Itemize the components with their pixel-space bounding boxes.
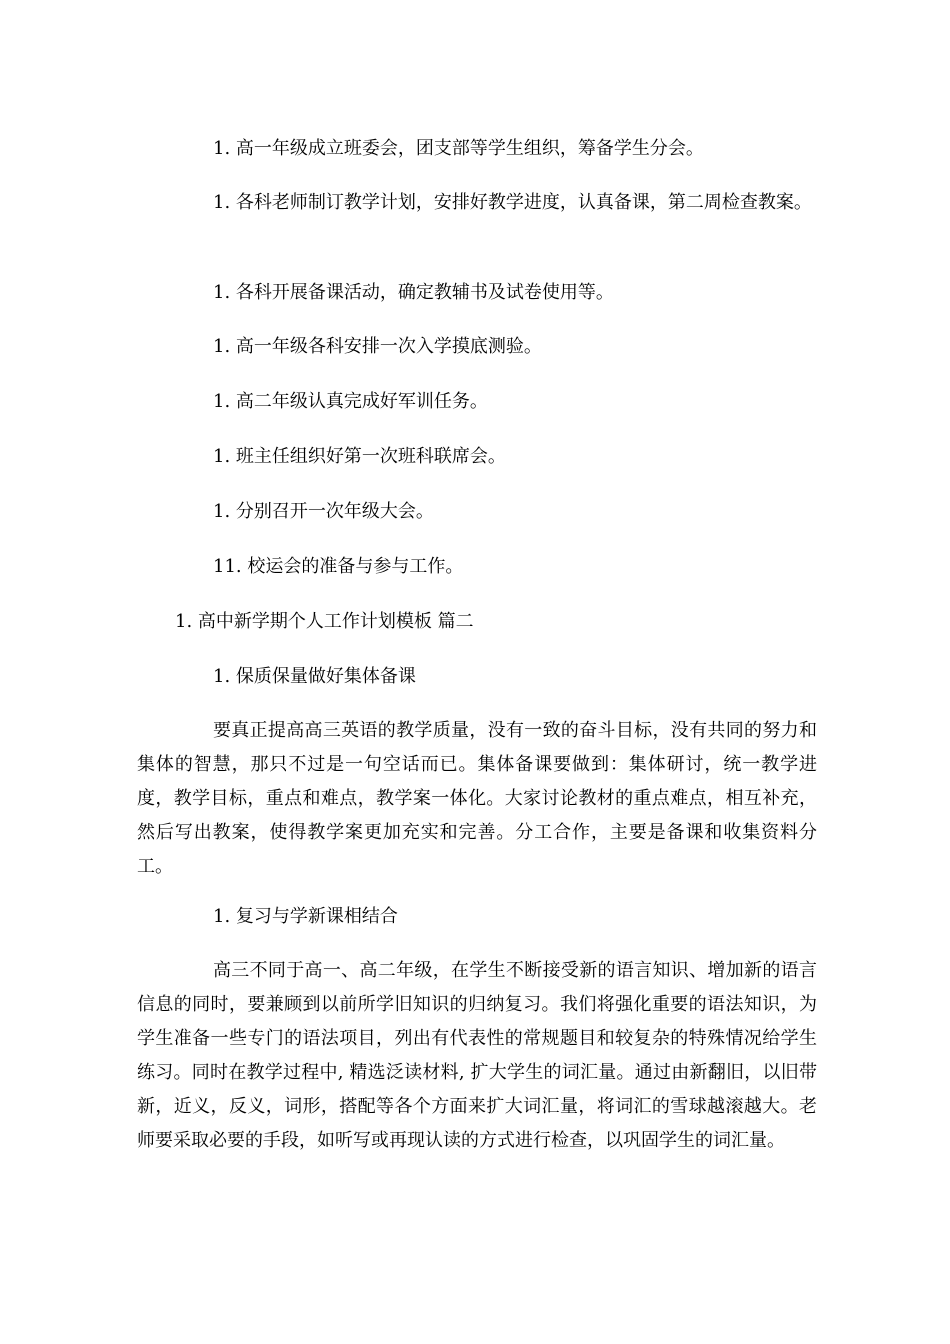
- list-item: 1. 各科开展备课活动，确定教辅书及试卷使用等。: [213, 282, 614, 303]
- list-item: 1. 高二年级认真完成好军训任务。: [213, 391, 488, 412]
- list-item: 1. 分别召开一次年级大会。: [213, 501, 434, 522]
- subsection-heading: 1. 保质保量做好集体备课: [213, 666, 416, 687]
- body-paragraph: 要真正提高高三英语的教学质量，没有一致的奋斗目标，没有共同的努力和集体的智慧，那只不过是一句空话而已。集体备课要做到：集体研讨，统一教学进度，教学目标，重点和难点，教学案一体化。大家讨论教材的重点难点，相互补充，然后写出教案，使得教学案更加充实和完善。分工合作，主要是备课和收集资料分工。: [137, 720, 817, 877]
- subsection-heading: 1. 复习与学新课相结合: [213, 906, 398, 927]
- list-item: 11. 校运会的准备与参与工作。: [213, 556, 464, 577]
- section-heading: 1. 高中新学期个人工作计划模板 篇二: [175, 611, 474, 632]
- list-item: 1. 班主任组织好第一次班科联席会。: [213, 446, 506, 467]
- list-item: 1. 各科老师制订教学计划，安排好教学进度，认真备课，第二周检查教案。: [213, 192, 812, 213]
- body-paragraph: 高三不同于高一、高二年级，在学生不断接受新的语言知识、增加新的语言信息的同时，要兼顾到以前所学旧知识的归纳复习。我们将强化重要的语法知识，为学生准备一些专门的语法项目，列出有代表性的常规题目和较复杂的特殊情况给学生练习。同时在教学过程中, 精选泛读材料, 扩大学生的词汇量。通过由新翻旧，以旧带新，近义，反义，词形，搭配等各个方面来扩大词汇量，将词汇的雪球越滚越大。老师要采取必要的手段，如听写或再现认读的方式进行检查，以巩固学生的词汇量。: [137, 960, 817, 1151]
- list-item: 1. 高一年级成立班委会，团支部等学生组织，筹备学生分会。: [213, 138, 704, 159]
- list-item: 1. 高一年级各科安排一次入学摸底测验。: [213, 336, 542, 357]
